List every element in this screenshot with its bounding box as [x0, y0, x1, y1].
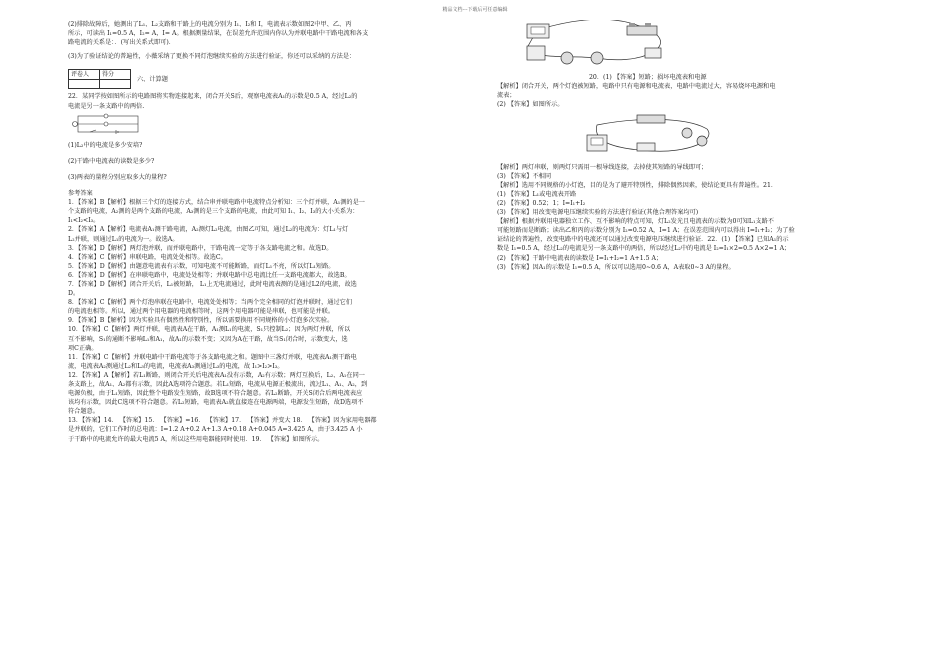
subquestion: (1)L₂中的电流是多少安培? — [68, 141, 143, 149]
answer-line: 互不影响，S₁的通断不影响L₁和A₁，故A₁的示数不变；又因为A在干路，故当S₁闭合时，示数变大，选 — [68, 335, 348, 343]
answer-line: 的电流也相等。所以，通过两个用电器的电流相等时，这两个用电器可能是串联，也可能是并联。 — [68, 308, 335, 316]
answer-line: 11．【答案】C【解析】并联电路中干路电流等于各支路电流之和。题图中三盏灯并联，电流表A₁测干路电 — [68, 353, 357, 361]
answer-line: (3) 【答案】用改变电源电压继续实验的方法进行验证(其他合理答案均可) — [497, 209, 699, 217]
answer-line: D。 — [68, 290, 80, 298]
answer-line: (2) 【答案】如图所示。 — [497, 101, 564, 109]
answer-line: (1) 【答案】L₁或电流表开路 — [497, 190, 577, 198]
right-column — [497, 20, 889, 272]
answer-line: 【解析】闭合开关，两个灯泡被短路，电路中只有电源和电流表，电路中电流过大，容易烧坏电源和电 — [497, 83, 776, 91]
answer-line: 项C正确。 — [68, 344, 98, 352]
answer-line: 12．【答案】A【解析】若L₁断路，则闭合开关后电流表A₁没有示数，A₂有示数；两灯互换后，L₂、A₁在同一 — [68, 371, 365, 379]
q2-line: 所示，可读出 I₁=0.5 A，I₂= A，I= A。根据测量结果，在误差允许范围内你认为并联电路中干路电流和各支 — [68, 30, 369, 38]
answer-20-title: 20．(1) 【答案】短路；损坏电流表和电源 — [589, 74, 707, 82]
answer-line: I₁<I₂<I₃。 — [68, 217, 100, 225]
answer-line: L₂并联，则通过L₁的电流为一。故选A。 — [68, 235, 179, 243]
answer-line: 10．【答案】C【解析】两灯并联，电流表A在干路，A₁测L₁的电流，S₁只控制L₂；因为两灯并联，所以 — [68, 326, 351, 334]
answer-line: 电源负极，由于L₁短路，因此整个电路发生短路，故B选项不符合题意。若L₂断路，开关S闭合后两电流表应 — [68, 390, 363, 398]
q22-line: 电流是另一条支路中的两倍. — [68, 102, 145, 110]
apparatus-figure-2 — [577, 111, 727, 157]
answer-line: 【解析】选用不同规格的小灯泡，目的是为了避开特别性，排除偶然因素，使结论更具有普遍性。21． — [497, 181, 778, 189]
answer-line: (3) 【答案】因A₁的示数是 I₁=0.5 A，所以可以选用0~0.6 A，A表取0~3 A的量程。 — [497, 263, 735, 271]
answer-line: 2．【答案】A【解析】电流表A₁测干路电流，A₂测灯L₂电流，由图乙可知，通过L₂的电流为：灯L₁与灯 — [68, 226, 349, 234]
answer-line: 流表； — [497, 92, 516, 100]
answer-line: 该均有示数，因此C选项不符合题意。若L₂短路，电流表A₂就直接连在电源两端，电源发生短路，故D选项不 — [68, 399, 364, 407]
q2-line: 路电流的关系是：．(写出关系式即可)． — [68, 39, 175, 47]
answer-line: 6．【答案】D【解析】在串联电路中，电流处处相等；并联电路中总电流比任一支路电流都大，故选B。 — [68, 271, 351, 279]
answer-line: 【解析】根据并联用电器独立工作、互不影响的特点可知，灯L₂发光且电流表的示数为0可知L₁支路不 — [497, 218, 774, 226]
answer-line: 4．【答案】C【解析】串联电路，电流处处相等。故选C。 — [68, 253, 227, 261]
answer-line: 个支路的电流，A₂测的是两个支路的电流，A₃测的是三个支路的电流，由此可知 I₁、I₂、I₃的大小关系为： — [68, 208, 359, 216]
page-header: 精品文档---下载后可任意编辑 — [442, 7, 508, 13]
answers-list — [68, 198, 460, 444]
answer-line: 1．【答案】B【解析】根据三个灯的连接方式，结合串并联电路中电流特点分析知：三个灯并联，A₁测的是一 — [68, 199, 365, 207]
subquestion: (2)干路中电流表的读数是多少? — [68, 157, 155, 165]
score-cell-empty — [69, 80, 100, 89]
answer-line: 可能短路而是断路；读出乙和丙的示数分别为 I₂=0.52 A，I=1 A；在误差范围内可以得出 I=I₁+I₂；为了验 — [497, 227, 795, 235]
q3-text: (3)为了验证结论的普遍性，小薇采纳了更换不同灯泡继续实验的方法进行验证，你还可以采纳的方法是： — [68, 53, 356, 61]
answer-line: 8．【答案】C【解析】两个灯泡串联在电路中，电流处处相等；当两个完全相同的灯泡并联时，通过它们 — [68, 299, 353, 307]
circuit-diagram — [72, 113, 162, 135]
score-cell-reviewer: 评卷人 — [69, 70, 100, 80]
answer-line: 流，电流表A₂测通过L₂和L₃的电流，电流表A₃测通过L₃的电流，故 I₁>I₂>I₃。 — [68, 362, 284, 370]
q22-line: 22．某同学按如图所示的电路图将实物连接起来，闭合开关S后，观察电流表A₁的示数是0.5 A，经过L₂的 — [68, 93, 358, 101]
answer-line: (3) 【答案】不相同 — [497, 172, 552, 180]
answer-line: 13．【答案】14． 【答案】15． 【答案】=16． 【答案】17． 【答案】并变大 18． 【答案】因为家用电器都 — [68, 417, 377, 425]
answer-line: 7．【答案】D【解析】闭合开关后，L₁被短路， L₁上无电流通过，此时电流表测的是通过L2的电流，故选 — [68, 280, 357, 288]
answer-line: (2) 【答案】干路中电流表的读数是 I=I₁+I₂=1 A+1.5 A； — [497, 254, 663, 262]
subquestion: (3)两表的量程分别应取多大的量程? — [68, 173, 167, 181]
q2-line: (2)排除故障后，她测出了L₁、L₂支路和干路上的电流分别为 I₁、I₂和 I，电流表示数如图2中甲、乙、丙 — [68, 21, 352, 28]
answer-line: 证结论的普遍性，改变电路中的电流还可以通过改变电源电压继续进行验证．22．(1) 【答案】已知A₁的示 — [497, 236, 789, 244]
score-table — [68, 69, 131, 89]
left-column — [68, 20, 460, 444]
answer-line: 【解析】两灯串联，则两灯只需用一根导线连接，去掉使其短路的导线即可； — [497, 163, 708, 171]
answer-line: 5．【答案】D【解析】由题意电流表有示数，可知电流不可能断路，而灯L₁不亮，所以灯L₁短路。 — [68, 262, 335, 270]
answer-line: 9．【答案】B【解析】因为实验具有偶然性和特别性，所以需要换用不同规格的小灯泡多次实验。 — [68, 317, 334, 325]
answer-line: 符合题意。 — [68, 408, 99, 416]
answer-line: 于干路中的电流允许的最大电流5 A，所以这些用电器能同时使用．19． 【答案】如图所示。 — [68, 435, 324, 443]
section-title: 六、计算题 — [137, 75, 168, 83]
apparatus-figure-1 — [507, 20, 687, 70]
answers-title: 参考答案 — [68, 190, 93, 198]
answer-line: (2) 【答案】0.52；1；I=I₁+I₂ — [497, 199, 586, 207]
answer-line: 3．【答案】D【解析】两灯泡并联，而并联电路中，干路电流一定等于各支路电流之和。故选D。 — [68, 244, 333, 252]
score-cell-empty — [100, 80, 131, 89]
score-cell-score: 得分 — [100, 70, 131, 80]
answer-line: 数是 I₁=0.5 A，经过L₂的电流是另一条支路中的两倍，所以经过L₂中的电流是 I₂=I₁×2=0.5 A×2=1 A； — [497, 245, 791, 253]
score-row — [68, 69, 460, 89]
answer-line: 是并联的，它们工作时的总电流：I=1.2 A+0.2 A+1.3 A+0.18 A+0.045 A=3.425 A，由于3.425 A 小 — [68, 426, 363, 434]
answer-line: 条支路上，故A₁、A₂都有示数，因此A选项符合题意。若L₁短路，电流从电源正极流出，流过L₁、A₁、A₂，到 — [68, 381, 368, 388]
